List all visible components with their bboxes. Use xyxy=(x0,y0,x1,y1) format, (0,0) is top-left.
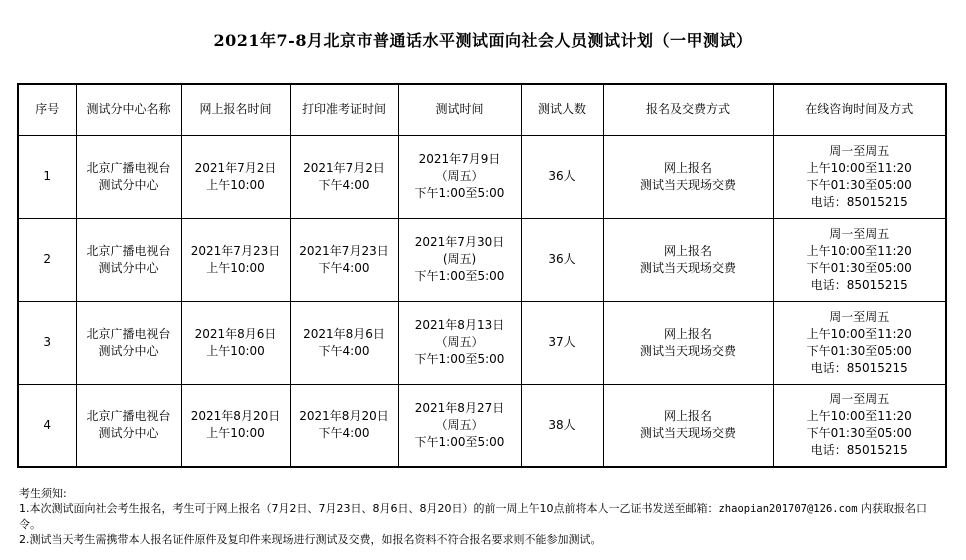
note-item-1 xyxy=(19,501,949,532)
cell-line: 网上报名 xyxy=(663,409,712,424)
cell-print-time xyxy=(290,384,398,467)
cell-no: 4 xyxy=(18,384,76,467)
table-row xyxy=(18,135,946,218)
cell-line: 下午01:30至05:00 xyxy=(806,426,912,441)
cell-payment xyxy=(603,301,773,384)
cell-line: 测试当天现场交费 xyxy=(639,177,736,192)
cell-consult xyxy=(773,135,946,218)
cell-line: 下午01:30至05:00 xyxy=(806,343,912,358)
cell-line: 周一至周五 xyxy=(829,143,890,158)
cell-line: (周五) xyxy=(442,252,477,266)
cell-line: 上午10:00至11:20 xyxy=(806,326,912,341)
email-address: zhaopian20170​7@126.com xyxy=(718,503,858,515)
header-count: 测试人数 xyxy=(521,84,603,135)
cell-payment xyxy=(603,135,773,218)
cell-line: 下午1:00至5:00 xyxy=(414,352,505,366)
cell-line: 2021年7月23日 xyxy=(299,243,389,258)
notes-heading: 考生须知: xyxy=(19,487,67,500)
cell-consult xyxy=(773,384,946,467)
cell-consult xyxy=(773,301,946,384)
cell-line: 上午10:00至11:20 xyxy=(806,243,912,258)
cell-line: 北京广播电视台 xyxy=(86,160,171,175)
cell-line: 网上报名 xyxy=(663,160,712,175)
cell-count: 37人 xyxy=(521,301,603,384)
cell-line: 2021年8月20日 xyxy=(299,409,389,424)
cell-line: 北京广播电视台 xyxy=(86,326,171,341)
cell-line: 网上报名 xyxy=(663,243,712,258)
cell-line: 上午10:00 xyxy=(206,177,265,192)
table-row xyxy=(18,218,946,301)
cell-line: 下午4:00 xyxy=(318,260,370,275)
cell-payment xyxy=(603,218,773,301)
cell-line: 北京广播电视台 xyxy=(86,409,171,424)
cell-line: 下午1:00至5:00 xyxy=(414,269,505,283)
cell-line: 2021年7月9日 xyxy=(418,152,501,166)
cell-test-time xyxy=(398,218,521,301)
cell-line: 测试当天现场交费 xyxy=(639,343,736,358)
schedule-table xyxy=(17,83,947,468)
cell-line: 测试分中心 xyxy=(98,177,159,192)
cell-line: 上午10:00 xyxy=(206,260,265,275)
cell-line: 测试分中心 xyxy=(98,426,159,441)
cell-line: 上午10:00至11:20 xyxy=(806,160,912,175)
cell-line: 测试当天现场交费 xyxy=(639,260,736,275)
cell-payment xyxy=(603,384,773,467)
cell-consult xyxy=(773,218,946,301)
header-no: 序号 xyxy=(18,84,76,135)
cell-line: 下午4:00 xyxy=(318,426,370,441)
page-title: 2021年7-8月北京市普通话水平测试面向社会人员测试计划（一甲测试） xyxy=(213,31,753,50)
cell-line: 测试分中心 xyxy=(98,343,159,358)
cell-line: 2021年8月6日 xyxy=(194,326,277,341)
header-register-time: 网上报名时间 xyxy=(181,84,290,135)
cell-line: 2021年8月20日 xyxy=(190,409,281,424)
header-test-time: 测试时间 xyxy=(398,84,521,135)
cell-line: 下午4:00 xyxy=(318,343,370,358)
cell-line: 电话：85015215 xyxy=(810,194,908,209)
cell-line: 周一至周五 xyxy=(829,226,890,241)
cell-line: 下午4:00 xyxy=(318,177,370,192)
cell-line: 电话：85015215 xyxy=(810,277,908,292)
cell-line: 上午10:00 xyxy=(206,343,265,358)
cell-no: 1 xyxy=(18,135,76,218)
cell-line: 2021年8月13日 xyxy=(414,318,505,332)
cell-line: 2021年8月27日 xyxy=(414,400,505,415)
cell-line: 测试当天现场交费 xyxy=(639,426,736,441)
cell-line: 测试分中心 xyxy=(98,260,159,275)
note-item-2: 2.测试当天考生需携带本人报名证件原件及复印件来现场进行测试及交费，如报名资料不符合报名要求则不能参加测试。 xyxy=(19,533,602,546)
header-center: 测试分中心名称 xyxy=(76,84,181,135)
cell-line: （周五） xyxy=(435,417,484,432)
cell-count: 36人 xyxy=(521,218,603,301)
table-row xyxy=(18,301,946,384)
cell-line: 下午01:30至05:00 xyxy=(806,177,912,192)
cell-no: 2 xyxy=(18,218,76,301)
cell-center xyxy=(76,218,181,301)
cell-register-time xyxy=(181,301,290,384)
cell-line: 电话：85015215 xyxy=(810,443,908,458)
cell-register-time xyxy=(181,218,290,301)
cell-print-time xyxy=(290,301,398,384)
cell-line: 2021年7月2日 xyxy=(303,160,385,175)
cell-count: 36人 xyxy=(521,135,603,218)
cell-test-time xyxy=(398,301,521,384)
cell-line: 2021年7月30日 xyxy=(414,235,505,249)
cell-no: 3 xyxy=(18,301,76,384)
cell-print-time xyxy=(290,218,398,301)
cell-line: 上午10:00 xyxy=(206,426,265,441)
cell-print-time xyxy=(290,135,398,218)
header-payment: 报名及交费方式 xyxy=(603,84,773,135)
cell-line: 2021年8月6日 xyxy=(303,326,385,341)
cell-line: 下午1:00至5:00 xyxy=(414,186,505,200)
cell-line: 2021年7月2日 xyxy=(194,160,277,175)
cell-line: 下午1:00至5:00 xyxy=(414,434,505,449)
cell-line: （周五） xyxy=(435,169,484,183)
note-item-1-text: 1.本次测试面向社会考生报名，考生可于网上报名（7月2日、7月23日、8月6日、8月20日）的前一周上午10点前将本人一乙证书发送至邮箱： xyxy=(19,502,719,515)
cell-line: 2021年7月23日 xyxy=(190,243,281,258)
cell-test-time xyxy=(398,135,521,218)
cell-line: 网上报名 xyxy=(663,326,712,341)
cell-center xyxy=(76,135,181,218)
cell-line: （周五） xyxy=(435,335,484,349)
cell-line: 电话：85015215 xyxy=(810,360,908,375)
cell-line: 周一至周五 xyxy=(829,309,890,324)
cell-center xyxy=(76,301,181,384)
notes-section xyxy=(19,486,949,547)
cell-center xyxy=(76,384,181,467)
cell-count: 38人 xyxy=(521,384,603,467)
header-consult: 在线咨询时间及方式 xyxy=(773,84,946,135)
cell-line: 上午10:00至11:20 xyxy=(806,409,912,424)
cell-register-time xyxy=(181,384,290,467)
header-print-time: 打印准考证时间 xyxy=(290,84,398,135)
note-item-1-tail: 内获取报名口令。 xyxy=(19,502,928,531)
table-header-row xyxy=(18,84,946,135)
cell-line: 下午01:30至05:00 xyxy=(806,260,912,275)
table-row xyxy=(18,384,946,467)
cell-line: 北京广播电视台 xyxy=(86,243,171,258)
cell-line: 周一至周五 xyxy=(829,392,890,407)
cell-register-time xyxy=(181,135,290,218)
cell-test-time xyxy=(398,384,521,467)
